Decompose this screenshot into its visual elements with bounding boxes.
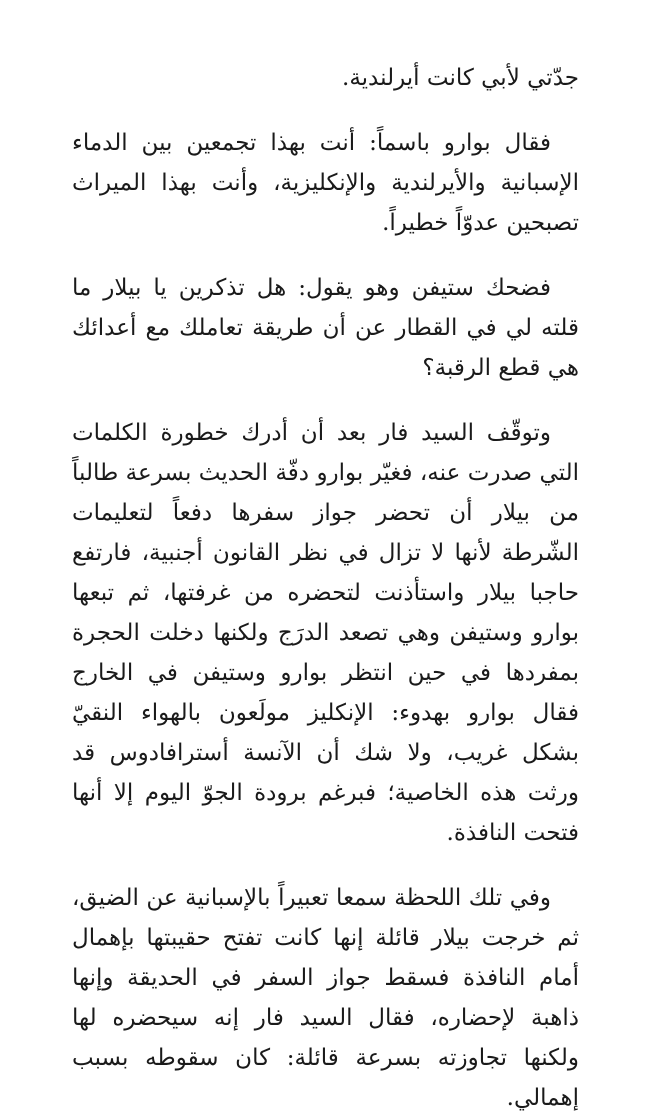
paragraph-3: فضحك ستيفن وهو يقول: هل تذكرين يا بيلار ما قلته لي في القطار عن أن طريقة تعاملك مع أعدائك هي قطع الرقبة؟	[72, 275, 579, 381]
paragraph-5: وفي تلك اللحظة سمعا تعبيراً بالإسبانية عن الضيق، ثم خرجت بيلار قائلة إنها كانت تفتح حقيبتها بإهمال أمام النافذة فسقط جواز السفر في الحديقة وإنها ذاهبة لإحضاره، فقال السيد فار إنه سيحضره لها ولكنها تجاوزته بسرعة قائلة: كان سقوطه بسبب إهمالي.	[72, 885, 579, 1111]
paragraph-2: فقال بوارو باسماً: أنت بهذا تجمعين بين الدماء الإسبانية والأيرلندية والإنكليزية، وأنت بهذا الميراث تصبحين عدوّاً خطيراً.	[72, 130, 579, 236]
paragraph-4: وتوقّف السيد فار بعد أن أدرك خطورة الكلمات التي صدرت عنه، فغيّر بوارو دفّة الحديث بسرعة طالباً من بيلار أن تحضر جواز سفرها دفعاً لتعليمات الشّرطة لأنها لا تزال في نظر القانون أجنبية، فارتفع حاجبا بيلار واستأذنت لتحضره من غرفتها، ثم تبعها بوارو وستيفن وهي تصعد الدرَج ولكنها دخلت الحجرة بمفردها في حين انتظر بوارو وستيفن في الخارج فقال بوارو بهدوء: الإنكليز مولَعون بالهواء النقيّ بشكل غريب، ولا شك أن الآنسة أسترافادوس قد ورثت هذه الخاصية؛ فبرغم برودة الجوّ اليوم إلا أنها فتحت النافذة.	[72, 420, 579, 846]
paragraph-1: جدّتي لأبي كانت أيرلندية.	[342, 65, 579, 91]
